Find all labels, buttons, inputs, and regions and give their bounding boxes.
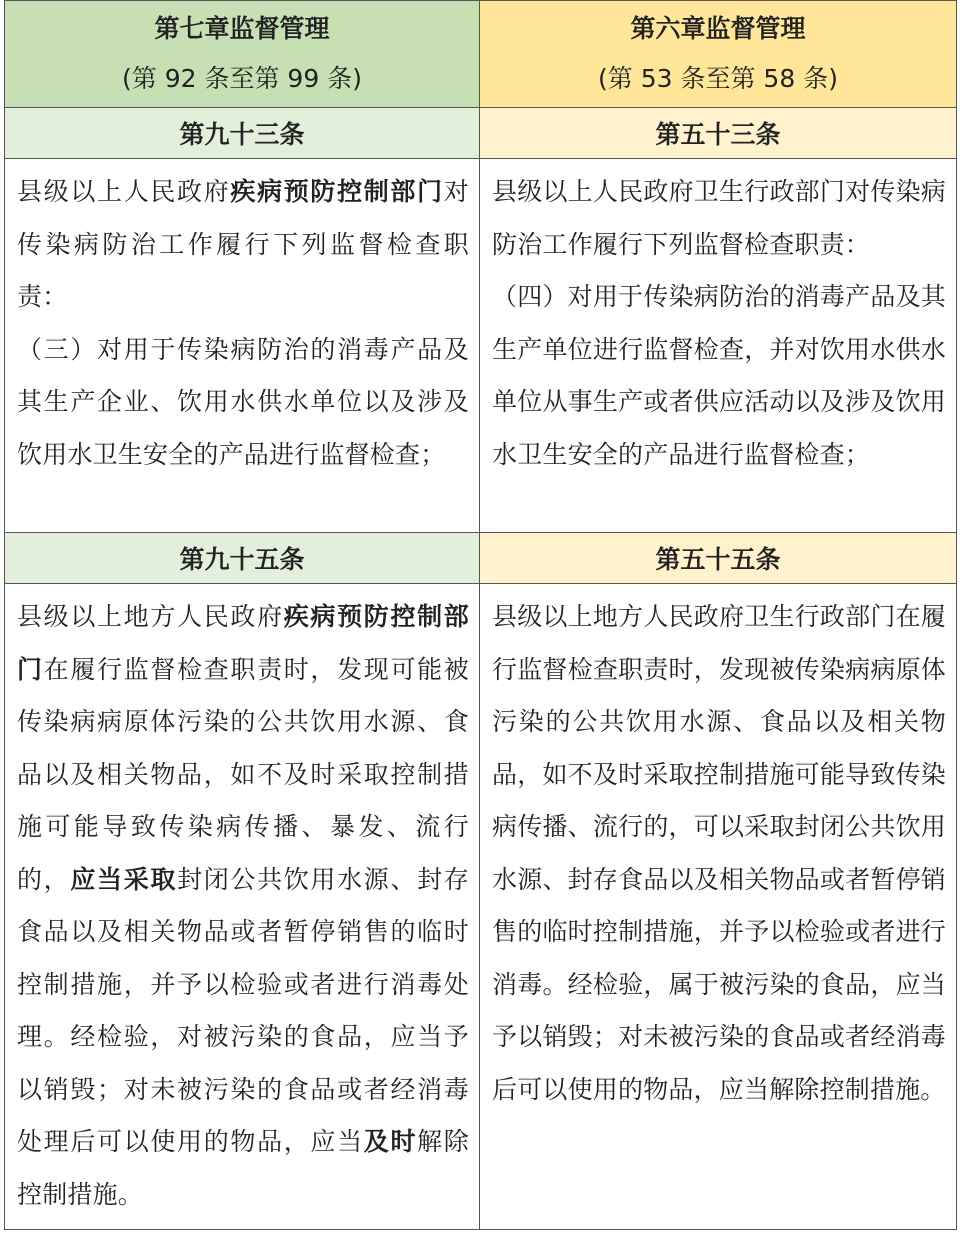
law-comparison-table [4, 0, 957, 1230]
chapter-header-row [5, 1, 957, 108]
article-title-row-1 [5, 108, 957, 159]
left-article-1-body [5, 159, 480, 533]
right-chapter-title: 第六章监督管理 [630, 14, 806, 43]
right-chapter-range: (第 53 条至第 58 条) [598, 64, 838, 93]
article-title-row-2 [5, 533, 957, 584]
article-body-row-2 [5, 584, 957, 1230]
left-article-2-body: 县级以上地方人民政府疾病预防控制部门在履行监督检查职责时，发现可能被传染病病原体污染的公共饮用水源、食品以及相关物品，如不及时采取控制措施可能导致传染病传播、暴发、流行的，应当采取封闭公共饮用水源、封存食品以及相关物品或者暂停销售的临时控制措施，并予以检验或者进行消毒处理。经检验，对被污染的食品，应当予以销毁；对未被污染的食品或者经消毒处理后可以使用的物品，应当及时解除控制措施。 [5, 584, 480, 1230]
right-article-1-body [480, 159, 957, 533]
right-article-2-title: 第五十五条 [480, 533, 957, 584]
right-chapter-header [480, 1, 957, 108]
left-article-1-title: 第九十三条 [5, 108, 480, 159]
left-chapter-range: (第 92 条至第 99 条) [122, 64, 362, 93]
right-article-1-title: 第五十三条 [480, 108, 957, 159]
left-chapter-header [5, 1, 480, 108]
right-article-1-item: （四）对用于传染病防治的消毒产品及其生产单位进行监督检查，并对饮用水供水单位从事生产或者供应活动以及涉及饮用水卫生安全的产品进行监督检查； [492, 282, 946, 469]
left-chapter-title: 第七章监督管理 [154, 14, 330, 43]
right-article-2-body: 县级以上地方人民政府卫生行政部门在履行监督检查职责时，发现被传染病病原体污染的公共饮用水源、食品以及相关物品，如不及时采取控制措施可能导致传染病传播、流行的，可以采取封闭公共饮用水源、封存食品以及相关物品或者暂停销售的临时控制措施，并予以检验或者进行消毒。经检验，属于被污染的食品，应当予以销毁；对未被污染的食品或者经消毒后可以使用的物品，应当解除控制措施。 [480, 584, 957, 1230]
right-article-1-intro: 县级以上人民政府卫生行政部门对传染病防治工作履行下列监督检查职责： [492, 177, 946, 259]
left-article-2-title: 第九十五条 [5, 533, 480, 584]
left-article-1-intro: 县级以上人民政府疾病预防控制部门对传染病防治工作履行下列监督检查职责： [17, 177, 469, 311]
left-article-1-item: （三）对用于传染病防治的消毒产品及其生产企业、饮用水供水单位以及涉及饮用水卫生安全的产品进行监督检查； [17, 334, 469, 469]
article-body-row-1 [5, 159, 957, 533]
